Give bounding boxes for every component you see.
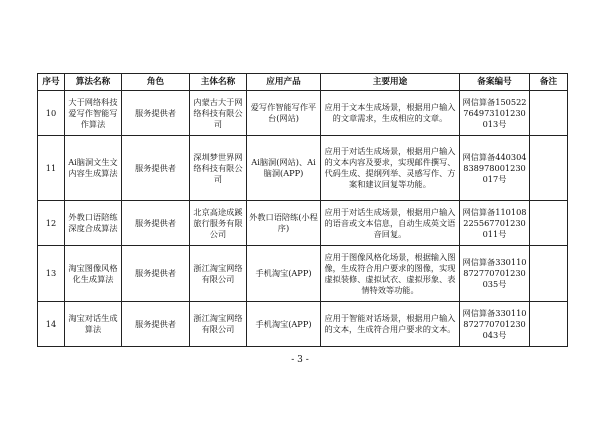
- cell-product: 手机淘宝(APP): [247, 246, 321, 302]
- algorithm-registry-table: [37, 73, 568, 347]
- table-row: [38, 201, 568, 246]
- cell-product: 外教口语陪练(小程序): [247, 201, 321, 246]
- header-no: 序号: [38, 74, 65, 91]
- cell-record-number: 网信算备330110872770701230043号: [460, 302, 530, 347]
- cell-record-number: 网信算备110108225567701230011号: [460, 201, 530, 246]
- table-row: [38, 246, 568, 302]
- header-main-use: 主要用途: [321, 74, 460, 91]
- cell-product: 手机淘宝(APP): [247, 302, 321, 347]
- cell-note: [530, 246, 568, 302]
- cell-algorithm-name: 淘宝图像风格化生成算法: [65, 246, 122, 302]
- table-row: [38, 136, 568, 201]
- cell-entity-name: 北京高途成蹊旅行服务有限公司: [190, 201, 247, 246]
- table-row: [38, 91, 568, 136]
- cell-record-number: 网信算备150522764973101230013号: [460, 91, 530, 136]
- cell-no: 10: [38, 91, 65, 136]
- cell-algorithm-name: 大于网络科技爱写作智能写作算法: [65, 91, 122, 136]
- cell-note: [530, 302, 568, 347]
- cell-entity-name: 深圳梦世界网络科技有限公司: [190, 136, 247, 201]
- header-product: 应用产品: [247, 74, 321, 91]
- cell-no: 13: [38, 246, 65, 302]
- cell-algorithm-name: 淘宝对话生成算法: [65, 302, 122, 347]
- cell-product: Ai脑洞(网站)、Ai脑洞(APP): [247, 136, 321, 201]
- cell-no: 11: [38, 136, 65, 201]
- header-algorithm-name: 算法名称: [65, 74, 122, 91]
- cell-main-use: 应用于智能对话场景，根据用户输入的文本，生成符合用户要求的文本。: [321, 302, 460, 347]
- cell-role: 服务提供者: [122, 136, 190, 201]
- cell-record-number: 网信算备330110872770701230035号: [460, 246, 530, 302]
- cell-algorithm-name: 外教口语陪练深度合成算法: [65, 201, 122, 246]
- cell-note: [530, 201, 568, 246]
- cell-no: 12: [38, 201, 65, 246]
- header-entity-name: 主体名称: [190, 74, 247, 91]
- cell-role: 服务提供者: [122, 201, 190, 246]
- header-note: 备注: [530, 74, 568, 91]
- cell-algorithm-name: Ai脑洞文生文内容生成算法: [65, 136, 122, 201]
- header-record-number: 备案编号: [460, 74, 530, 91]
- cell-record-number: 网信算备440304838978001230017号: [460, 136, 530, 201]
- cell-main-use: 应用于文本生成场景，根据用户输入的文章需求，生成相应的文章。: [321, 91, 460, 136]
- cell-main-use: 应用于对话生成场景，根据用户输入的语音或文本信息，自动生成英文语音回复。: [321, 201, 460, 246]
- table-row: [38, 302, 568, 347]
- cell-entity-name: 内蒙古大于网络科技有限公司: [190, 91, 247, 136]
- cell-note: [530, 91, 568, 136]
- cell-product: 爱写作智能写作平台(网站): [247, 91, 321, 136]
- cell-note: [530, 136, 568, 201]
- cell-no: 14: [38, 302, 65, 347]
- page-number: - 3 -: [291, 355, 309, 365]
- cell-main-use: 应用于图像风格化场景，根据输入图像，生成符合用户要求的图像，实现虚拟装修、虚拟试衣、虚拟形象、表情特效等功能。: [321, 246, 460, 302]
- cell-role: 服务提供者: [122, 246, 190, 302]
- cell-entity-name: 浙江淘宝网络有限公司: [190, 246, 247, 302]
- cell-role: 服务提供者: [122, 91, 190, 136]
- cell-main-use: 应用于对话生成场景，根据用户输入的文本内容及要求，实现邮件撰写、代码生成、提纲列举、灵感写作、方案和建议回复等功能。: [321, 136, 460, 201]
- cell-entity-name: 浙江淘宝网络有限公司: [190, 302, 247, 347]
- cell-role: 服务提供者: [122, 302, 190, 347]
- header-role: 角色: [122, 74, 190, 91]
- table-header-row: [38, 74, 568, 91]
